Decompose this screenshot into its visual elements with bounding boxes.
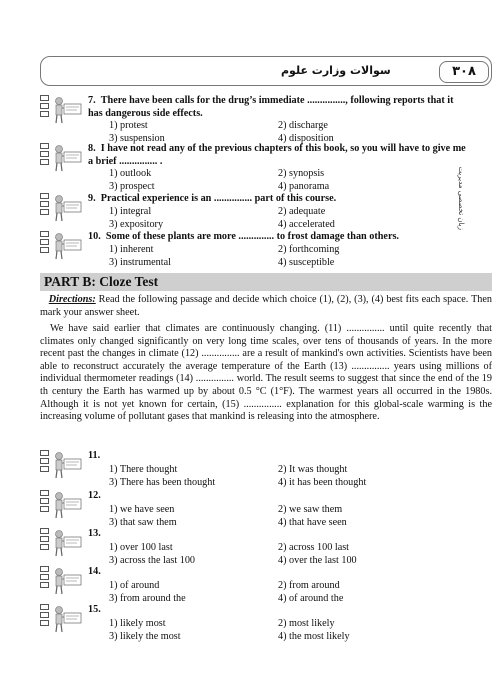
option-2[interactable]: 2) from around bbox=[278, 580, 340, 591]
checkbox[interactable] bbox=[40, 159, 49, 165]
option-4[interactable]: 4) of around the bbox=[278, 593, 344, 604]
question-number: 14. bbox=[88, 566, 101, 577]
study-figure-icon bbox=[40, 604, 82, 634]
option-1[interactable]: 1) protest bbox=[109, 120, 148, 131]
checkbox[interactable] bbox=[40, 528, 49, 534]
checkbox[interactable] bbox=[40, 612, 49, 618]
option-4[interactable]: 4) that have seen bbox=[278, 517, 347, 528]
checkbox[interactable] bbox=[40, 490, 49, 496]
option-2[interactable]: 2) discharge bbox=[278, 120, 328, 131]
checkbox[interactable] bbox=[40, 247, 49, 253]
figure-with-sign-icon bbox=[52, 193, 82, 223]
checkbox[interactable] bbox=[40, 604, 49, 610]
section-header bbox=[40, 273, 492, 291]
option-2[interactable]: 2) forthcoming bbox=[278, 244, 340, 255]
question-10 bbox=[40, 231, 470, 269]
option-4[interactable]: 4) accelerated bbox=[278, 219, 335, 230]
figure-with-sign-icon bbox=[52, 95, 82, 125]
question-15 bbox=[40, 604, 470, 644]
checkbox[interactable] bbox=[40, 450, 49, 456]
checkbox[interactable] bbox=[40, 103, 49, 109]
question-9 bbox=[40, 193, 470, 231]
passage: We have said earlier that climates are continuously changing. (11) ............... until quite recently that climates only changed significantly on very long time scales, over tens of thousands of years. In the more recent past the changes in climate (12) ............... are a result of mankind's own activities. Scientists have been able to reconstruct accurately the average temperature of the Earth (13) ............... years using millions of individual thermometer readings (14) ............... world. The result seems to suggest that since the end of the 19 th century the Earth has warmed up by about 0.5 °C (1°F). The warmest years all occurred in the 1980s. Although it is not yet known for certain, (15) ............... explanation for this global-scale warming is the increasing volume of pollutant gases that mankind is releasing into the atmosphere. bbox=[40, 323, 492, 423]
study-figure-icon bbox=[40, 528, 82, 558]
checkbox[interactable] bbox=[40, 466, 49, 472]
question-stem: 8. I have not read any of the previous chapters of this book, so you will have to give me a brief ............... . bbox=[88, 143, 466, 167]
figure-with-sign-icon bbox=[52, 143, 82, 173]
question-stem: 7. There have been calls for the drug’s immediate ..............., following reports that it has dangerous side effects. bbox=[88, 95, 454, 119]
option-3[interactable]: 3) across the last 100 bbox=[109, 555, 196, 566]
side-running-title: زبان تخصصی مدیریت bbox=[457, 166, 465, 230]
figure-with-sign-icon bbox=[52, 528, 82, 558]
study-figure-icon bbox=[40, 490, 82, 520]
checkbox[interactable] bbox=[40, 201, 49, 207]
checkbox[interactable] bbox=[40, 498, 49, 504]
checkbox[interactable] bbox=[40, 620, 49, 626]
option-3[interactable]: 3) prospect bbox=[109, 181, 155, 192]
study-figure-icon bbox=[40, 566, 82, 596]
question-7 bbox=[40, 95, 470, 144]
option-2[interactable]: 2) It was thought bbox=[278, 464, 348, 475]
question-11 bbox=[40, 450, 470, 490]
option-1[interactable]: 1) we have seen bbox=[109, 504, 175, 515]
option-2[interactable]: 2) adequate bbox=[278, 206, 326, 217]
checkbox-group bbox=[40, 193, 50, 217]
option-3[interactable]: 3) suspension bbox=[109, 133, 165, 144]
option-3[interactable]: 3) There has been thought bbox=[109, 477, 216, 488]
figure-with-sign-icon bbox=[52, 490, 82, 520]
study-figure-icon bbox=[40, 143, 82, 173]
checkbox-group bbox=[40, 143, 50, 167]
figure-with-sign-icon bbox=[52, 566, 82, 596]
question-stem: 10. Some of these plants are more .............. to frost damage than others. bbox=[88, 231, 399, 242]
option-2[interactable]: 2) across 100 last bbox=[278, 542, 350, 553]
option-4[interactable]: 4) the most likely bbox=[278, 631, 350, 642]
directions-label: Directions: bbox=[48, 294, 96, 305]
option-4[interactable]: 4) panorama bbox=[278, 181, 330, 192]
checkbox-group bbox=[40, 566, 50, 590]
option-1[interactable]: 1) inherent bbox=[109, 244, 154, 255]
option-2[interactable]: 2) most likely bbox=[278, 618, 335, 629]
checkbox-group bbox=[40, 604, 50, 628]
option-3[interactable]: 3) that saw them bbox=[109, 517, 177, 528]
option-4[interactable]: 4) disposition bbox=[278, 133, 334, 144]
study-figure-icon bbox=[40, 450, 82, 480]
checkbox[interactable] bbox=[40, 193, 49, 199]
option-1[interactable]: 1) There thought bbox=[109, 464, 178, 475]
question-number: 11. bbox=[88, 450, 101, 461]
question-stem: 9. Practical experience is an ............... part of this course. bbox=[88, 193, 337, 204]
option-4[interactable]: 4) over the last 100 bbox=[278, 555, 357, 566]
option-1[interactable]: 1) over 100 last bbox=[109, 542, 173, 553]
figure-with-sign-icon bbox=[52, 604, 82, 634]
option-3[interactable]: 3) instrumental bbox=[109, 257, 171, 268]
page-number: ۳۰۸ bbox=[439, 61, 489, 83]
figure-with-sign-icon bbox=[52, 450, 82, 480]
checkbox[interactable] bbox=[40, 95, 49, 101]
header-title: سوالات وزارت علوم bbox=[281, 64, 391, 77]
checkbox[interactable] bbox=[40, 209, 49, 215]
question-number: 15. bbox=[88, 604, 101, 615]
study-figure-icon bbox=[40, 95, 82, 125]
question-14 bbox=[40, 566, 470, 606]
checkbox-group bbox=[40, 231, 50, 255]
page-header bbox=[40, 56, 492, 86]
question-12 bbox=[40, 490, 470, 530]
directions bbox=[40, 294, 492, 319]
checkbox-group bbox=[40, 450, 50, 474]
question-number: 13. bbox=[88, 528, 101, 539]
checkbox-group bbox=[40, 490, 50, 514]
option-3[interactable]: 3) expository bbox=[109, 219, 164, 230]
question-8 bbox=[40, 143, 470, 191]
option-3[interactable]: 3) likely the most bbox=[109, 631, 181, 642]
checkbox[interactable] bbox=[40, 582, 49, 588]
option-1[interactable]: 1) likely most bbox=[109, 618, 166, 629]
option-2[interactable]: 2) we saw them bbox=[278, 504, 343, 515]
question-number: 12. bbox=[88, 490, 101, 501]
option-4[interactable]: 4) it has been thought bbox=[278, 477, 367, 488]
option-2[interactable]: 2) synopsis bbox=[278, 168, 325, 179]
option-1[interactable]: 1) integral bbox=[109, 206, 152, 217]
checkbox[interactable] bbox=[40, 574, 49, 580]
section-title: PART B: Cloze Test bbox=[44, 274, 159, 289]
checkbox[interactable] bbox=[40, 143, 49, 149]
directions-text: Read the following passage and decide which choice (1), (2), (3), (4) best fits each space. Then mark your answer sheet. bbox=[40, 294, 493, 318]
figure-with-sign-icon bbox=[52, 231, 82, 261]
checkbox[interactable] bbox=[40, 151, 49, 157]
checkbox[interactable] bbox=[40, 239, 49, 245]
option-1[interactable]: 1) outlook bbox=[109, 168, 152, 179]
checkbox-group bbox=[40, 95, 50, 119]
checkbox[interactable] bbox=[40, 111, 49, 117]
option-3[interactable]: 3) from around the bbox=[109, 593, 186, 604]
checkbox[interactable] bbox=[40, 458, 49, 464]
checkbox[interactable] bbox=[40, 506, 49, 512]
checkbox[interactable] bbox=[40, 536, 49, 542]
study-figure-icon bbox=[40, 193, 82, 223]
checkbox[interactable] bbox=[40, 231, 49, 237]
checkbox[interactable] bbox=[40, 566, 49, 572]
option-4[interactable]: 4) susceptible bbox=[278, 257, 335, 268]
checkbox[interactable] bbox=[40, 544, 49, 550]
option-1[interactable]: 1) of around bbox=[109, 580, 160, 591]
checkbox-group bbox=[40, 528, 50, 552]
question-13 bbox=[40, 528, 470, 568]
study-figure-icon bbox=[40, 231, 82, 261]
